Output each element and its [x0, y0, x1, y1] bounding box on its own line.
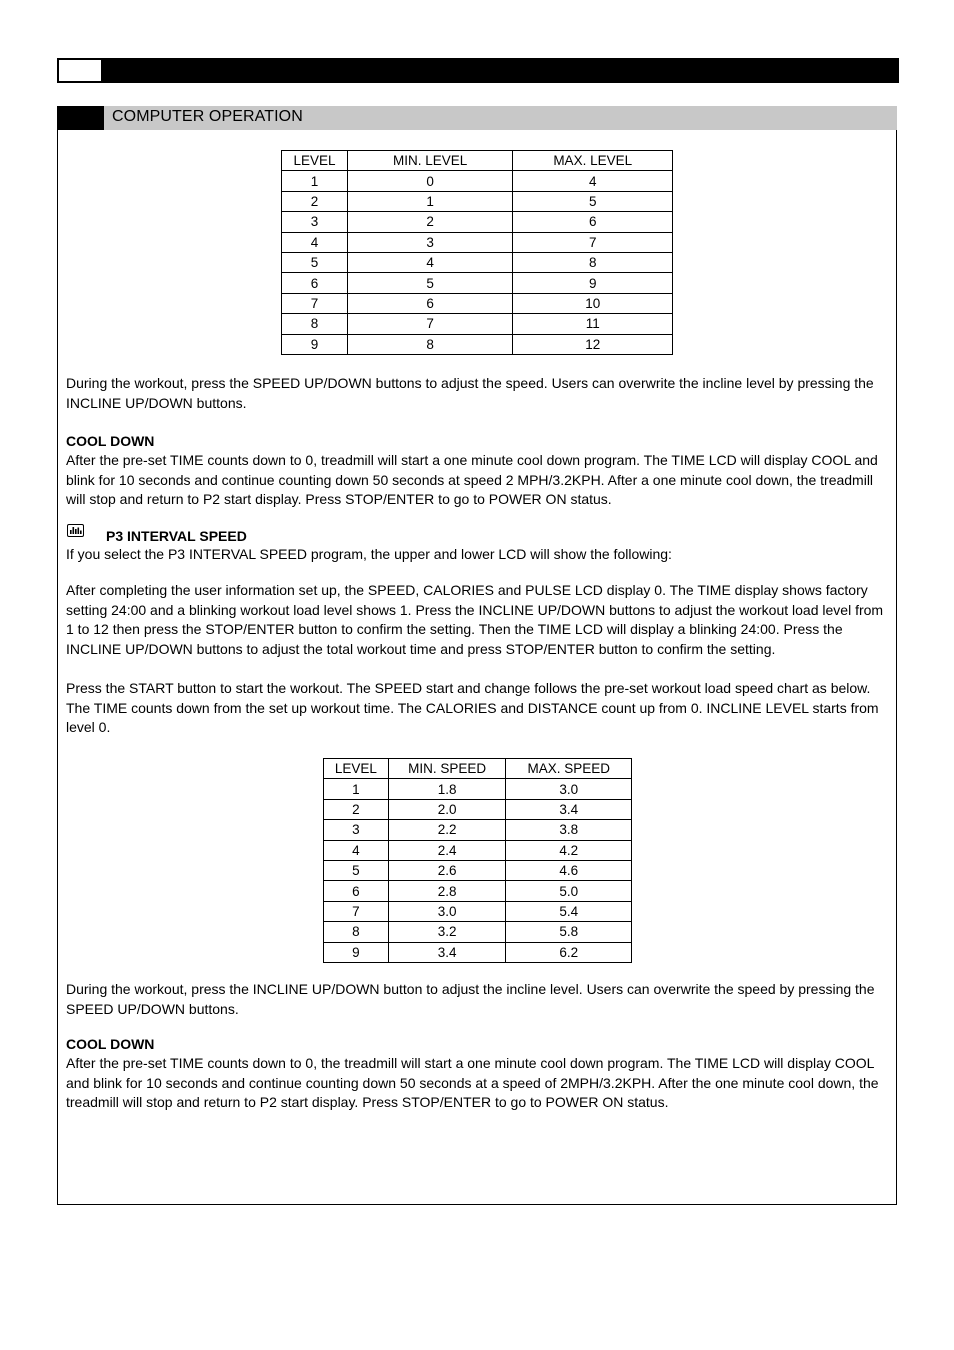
table-cell: 4	[324, 840, 389, 860]
section-header	[57, 106, 897, 130]
table-row	[324, 820, 632, 840]
table-cell: 9	[282, 334, 348, 354]
table-cell: 3	[324, 820, 389, 840]
table-cell: 12	[513, 334, 673, 354]
table-cell: 1	[282, 171, 348, 191]
table-cell: 7	[513, 232, 673, 252]
table-cell: 0	[347, 171, 513, 191]
table-row	[324, 860, 632, 880]
table-cell: 1	[324, 779, 389, 799]
p3-setup-text: After completing the user information set up, the SPEED, CALORIES and PULSE LCD display 0. The TIME display shows factory setting 24:00 and a blinking workout load level shows 1. Press the INCLINE UP/DOWN buttons to adjust the workout load level from 1 to 12 then press the STOP/ENTER button to confirm the setting. Then the TIME LCD will display a blinking 24:00. Press the INCLINE UP/DOWN buttons to adjust the total workout time and press STOP/ENTER button to confirm the setting.	[66, 582, 884, 657]
table-cell: 5	[347, 273, 513, 293]
paragraph-incline-adjust: During the workout, press the INCLINE UP/DOWN button to adjust the incline level. Users can overwrite the speed by pressing the SPEED UP/DOWN buttons.	[66, 981, 875, 1017]
table-cell: 4	[282, 232, 348, 252]
table-cell: 3.4	[506, 799, 632, 819]
table-row	[282, 191, 673, 211]
table-cell: 1	[347, 191, 513, 211]
p3-heading: P3 INTERVAL SPEED	[106, 528, 247, 544]
table-cell: 5	[282, 252, 348, 272]
page-header-bar	[57, 58, 899, 83]
table-cell: 3.2	[388, 922, 506, 942]
p3-intro: If you select the P3 INTERVAL SPEED program, the upper and lower LCD will show the following:	[66, 546, 672, 562]
column-header: MAX. SPEED	[506, 759, 632, 779]
p3-start-text: Press the START button to start the workout. The SPEED start and change follows the pre-set workout load speed chart as below. The TIME counts down from the set up workout time. The CALORIES and DISTANCE count up from 0. INCLINE LEVEL starts from level 0.	[66, 680, 879, 736]
table-cell: 2	[324, 799, 389, 819]
table-cell: 2	[282, 191, 348, 211]
table-row	[282, 232, 673, 252]
table-cell: 10	[513, 293, 673, 313]
page-number-box	[59, 60, 101, 81]
table-cell: 2.8	[388, 881, 506, 901]
section-header-block	[57, 106, 104, 130]
table-cell: 4	[347, 252, 513, 272]
column-header: LEVEL	[282, 151, 348, 171]
cooldown-text-2: After the pre-set TIME counts down to 0, the treadmill will start a one minute cool down program. The TIME LCD will display COOL and blink for 10 seconds and continue counting down 50 seconds at a speed of 2MPH/3.2KPH. After the one minute cool down, the treadmill will stop and return to P2 start display. Press STOP/ENTER to go to POWER ON status.	[66, 1055, 879, 1111]
table-cell: 2.2	[388, 820, 506, 840]
column-header: MAX. LEVEL	[513, 151, 673, 171]
column-header: LEVEL	[324, 759, 389, 779]
table-cell: 8	[282, 314, 348, 334]
table-cell: 8	[513, 252, 673, 272]
table-cell: 6	[324, 881, 389, 901]
table-row	[324, 840, 632, 860]
table-cell: 2.6	[388, 860, 506, 880]
table-cell: 2.0	[388, 799, 506, 819]
table-row	[324, 799, 632, 819]
table-cell: 3.4	[388, 942, 506, 962]
incline-level-table	[281, 150, 673, 355]
table-cell: 2	[347, 212, 513, 232]
table-cell: 3	[282, 212, 348, 232]
table-row	[282, 252, 673, 272]
cooldown-heading-2: COOL DOWN	[66, 1036, 155, 1052]
section-title: COMPUTER OPERATION	[112, 108, 303, 125]
table-cell: 5.8	[506, 922, 632, 942]
table-cell: 5.0	[506, 881, 632, 901]
table-cell: 3.0	[388, 901, 506, 921]
table-cell: 9	[324, 942, 389, 962]
speed-level-table	[323, 758, 632, 963]
table-cell: 1.8	[388, 779, 506, 799]
table-cell: 8	[347, 334, 513, 354]
table-cell: 11	[513, 314, 673, 334]
table-row	[282, 334, 673, 354]
cooldown-heading: COOL DOWN	[66, 433, 155, 449]
table-cell: 3	[347, 232, 513, 252]
table-row	[282, 293, 673, 313]
table-cell: 2.4	[388, 840, 506, 860]
table-header-row	[282, 151, 673, 171]
table-cell: 4	[513, 171, 673, 191]
table-cell: 7	[324, 901, 389, 921]
table-row	[324, 901, 632, 921]
table-header-row	[324, 759, 632, 779]
table-cell: 4.6	[506, 860, 632, 880]
table-row	[324, 942, 632, 962]
table-cell: 6	[347, 293, 513, 313]
table-cell: 3.8	[506, 820, 632, 840]
table-cell: 7	[282, 293, 348, 313]
paragraph-speed-adjust: During the workout, press the SPEED UP/DOWN buttons to adjust the speed. Users can overwrite the incline level by pressing the INCLINE UP/DOWN buttons.	[66, 375, 874, 411]
table-cell: 5.4	[506, 901, 632, 921]
table-cell: 7	[347, 314, 513, 334]
table-cell: 6	[282, 273, 348, 293]
table-cell: 3.0	[506, 779, 632, 799]
table-cell: 5	[324, 860, 389, 880]
table-row	[324, 922, 632, 942]
table-cell: 6.2	[506, 942, 632, 962]
interval-chart-icon	[67, 524, 84, 537]
table-row	[282, 212, 673, 232]
table-cell: 8	[324, 922, 389, 942]
column-header: MIN. SPEED	[388, 759, 506, 779]
column-header: MIN. LEVEL	[347, 151, 513, 171]
table-cell: 9	[513, 273, 673, 293]
table-cell: 6	[513, 212, 673, 232]
table-cell: 5	[513, 191, 673, 211]
cooldown-text: After the pre-set TIME counts down to 0, treadmill will start a one minute cool down program. The TIME LCD will display COOL and blink for 10 seconds and continue counting down 50 seconds at speed 2 MPH/3.2KPH. After a one minute cool down, the treadmill will stop and return to P2 start display. Press STOP/ENTER to go to POWER ON status.	[66, 452, 878, 508]
table-cell: 4.2	[506, 840, 632, 860]
table-row	[282, 171, 673, 191]
table-row	[324, 881, 632, 901]
table-row	[324, 779, 632, 799]
table-row	[282, 314, 673, 334]
table-row	[282, 273, 673, 293]
